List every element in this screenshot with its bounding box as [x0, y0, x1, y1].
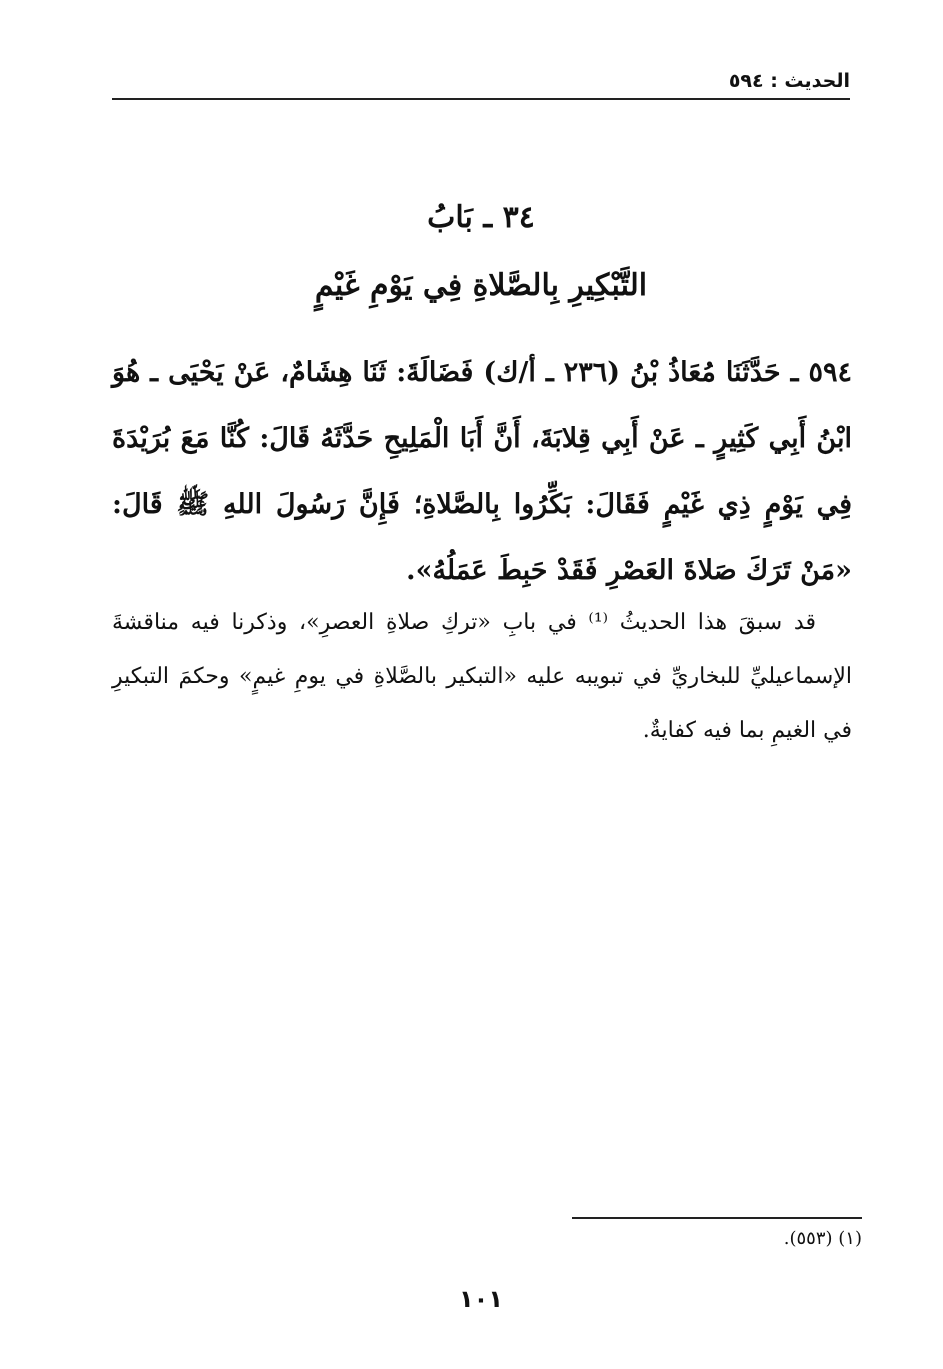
commentary-paragraph [112, 596, 852, 758]
chapter-number: ٣٤ ـ بَابُ [427, 200, 535, 235]
chapter-title: التَّبْكِيرِ بِالصَّلاةِ فِي يَوْمِ غَيْمٍ [314, 268, 648, 303]
hadith-text: ٥٩٤ ـ حَدَّثَنَا مُعَاذُ بْنُ (٢٣٦ ـ أ/ك) فَضَالَةَ: ثَنَا هِشَامٌ، عَنْ يَحْيَى ـ هُوَ ابْنُ أَبِي كَثِيرٍ ـ عَنْ أَبِي قِلابَةَ، أَنَّ أَبَا الْمَلِيحِ حَدَّثَهُ قَالَ: كُنَّا مَعَ بُرَيْدَةَ فِي يَوْمٍ ذِي غَيْمٍ فَقَالَ: بَكِّرُوا بِالصَّلاةِ؛ فَإِنَّ رَسُولَ اللهِ ﷺ قَالَ: «مَنْ تَرَكَ صَلاةَ العَصْرِ فَقَدْ حَبِطَ عَمَلُهُ». [112, 357, 852, 586]
page-number: ١٠١ [459, 1285, 503, 1313]
footnote-divider [572, 1217, 862, 1219]
footnote: (١) (٥٥٣). [783, 1228, 862, 1249]
commentary-text: قد سبقَ هذا الحديثُ ⁽¹⁾ في بابِ «تركِ صلاةِ العصرِ»، وذكرنا فيه مناقشةَ الإسماعيليِّ للبخاريِّ في تبويبه عليه «التبكير بالصَّلاةِ في يومِ غيمٍ» وحكمَ التبكيرِ في الغيمِ بما فيه كفايةٌ. [112, 610, 852, 743]
running-header: الحديث : ٥٩٤ [728, 70, 850, 92]
header-divider [112, 98, 850, 100]
